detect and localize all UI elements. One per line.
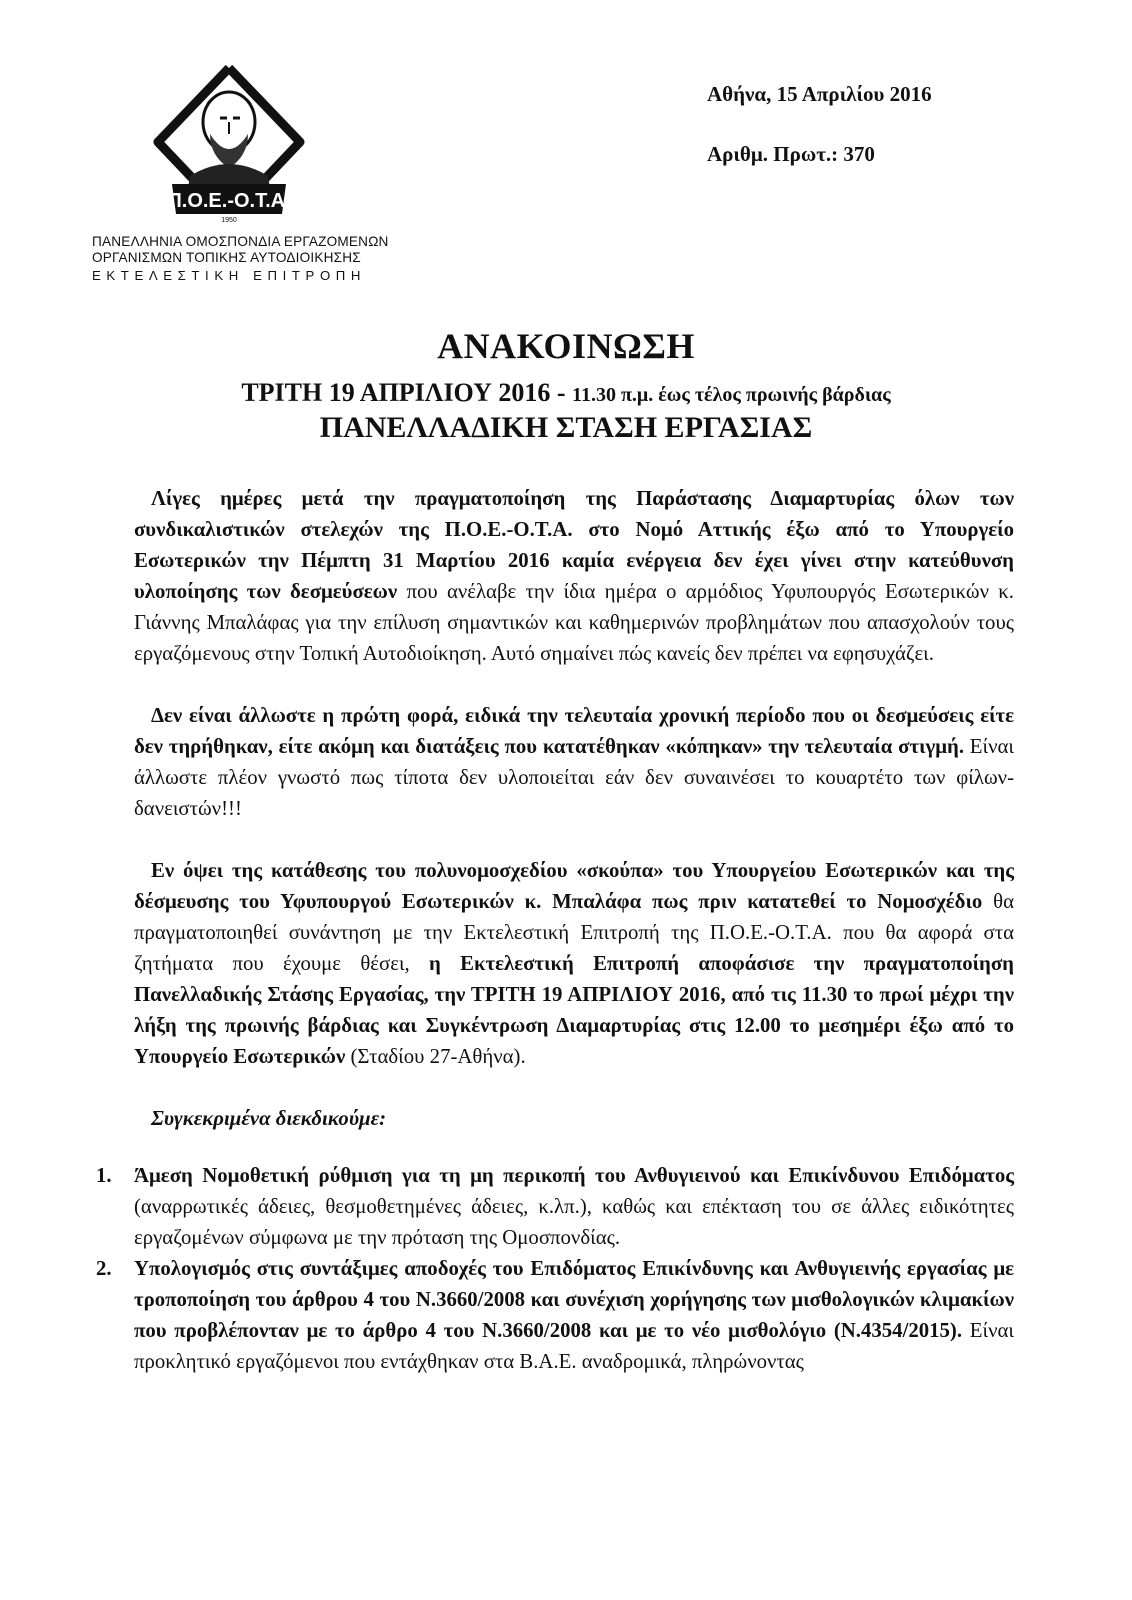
demands-list (96, 1160, 1014, 1377)
poe-ota-logo (150, 64, 308, 226)
announcement-title: ΑΝΑΚΟΙΝΩΣΗ (437, 326, 695, 366)
list-item (96, 1253, 1014, 1377)
paragraph-3 (134, 855, 1014, 1072)
org-name-line1: ΠΑΝΕΛΛΗΝΙΑ ΟΜΟΣΠΟΝΔΙΑ ΕΡΓΑΖΟΜΕΝΩΝ (92, 234, 389, 249)
list-item-text: Είναι προκλητικό εργαζόμενοι που εντάχθηκαν στα Β.Α.Ε. αναδρομικά, πληρώνοντας (134, 1319, 1014, 1373)
organization-name (92, 234, 389, 286)
paragraph-2 (134, 700, 1014, 824)
announcement-body (96, 483, 1014, 1377)
list-item-number: 1. (96, 1164, 112, 1187)
document-date: Αθήνα, 15 Απριλίου 2016 (707, 82, 932, 106)
paragraph-3-bold-2: η Εκτελεστική Επιτροπή αποφάσισε την πραγματοποίηση Πανελλαδικής Στάσης Εργασίας, την ΤΡΙΤΗ 19 ΑΠΡΙΛΙΟΥ 2016, από τις 11.30 το πρωί μέχρι την λήξη της πρωινής βάρδιας και Συγκέντρωση Διαμαρτυρίας στις 12.00 το μεσημέρι έξω από το Υπουργείο Εσωτερικών (134, 952, 1014, 1068)
org-name-line2: ΟΡΓΑΝΙΣΜΩΝ ΤΟΠΙΚΗΣ ΑΥΤΟΔΙΟΙΚΗΣΗΣ (92, 250, 361, 265)
paragraph-1-bold: Λίγες ημέρες μετά την πραγματοποίηση της Παράστασης Διαμαρτυρίας όλων των συνδικαλιστικών στελεχών της Π.Ο.Ε.-Ο.Τ.Α. στο Νομό Αττικής έξω από το Υπουργείο Εσωτερικών την Πέμπτη 31 Μαρτίου 2016 καμία ενέργεια δεν έχει γίνει στην κατεύθυνση υλοποίησης των δεσμεύσεων (134, 487, 1014, 603)
demands-subheading: Συγκεκριμένα διεκδικούμε: (151, 1107, 387, 1130)
paragraph-1-text: που ανέλαβε την ίδια ημέρα ο αρμόδιος Υφυπουργός Εσωτερικών κ. Γιάννης Μπαλάφας για την επίλυση σημαντικών και καθημερινών προβλημάτων που απασχολούν τους εργαζόμενους στην Τοπική Αυτοδιοίκηση. Αυτό σημαίνει πώς κανείς δεν πρέπει να εφησυχάζει. (134, 580, 1014, 665)
list-item (96, 1160, 1014, 1253)
org-committee-line: ΕΚΤΕΛΕΣΤΙΚΗ ΕΠΙΤΡΟΠΗ (92, 268, 367, 283)
strike-heading: ΠΑΝΕΛΛΑΔΙΚΗ ΣΤΑΣΗ ΕΡΓΑΣΙΑΣ (319, 411, 813, 444)
logo-text: Π.Ο.Ε.-Ο.Τ.Α. (167, 190, 291, 212)
protocol-number: Αριθμ. Πρωτ.: 370 (707, 142, 875, 166)
date-line-time: 11.30 π.μ. έως τέλος πρωινής βάρδιας (572, 384, 891, 406)
paragraph-1 (134, 483, 1014, 669)
list-item-bold: Υπολογισμός στις συντάξιμες αποδοχές του Επιδόματος Επικίνδυνης και Ανθυγιεινής εργασίας με τροποποίηση του άρθρου 4 του Ν.3660/2008 και συνέχιση χορήγησης των μισθολογικών κλιμακίων που προβλέπονταν με το άρθρο 4 του Ν.3660/2008 και με το νέο μισθολόγιο (Ν.4354/2015). (134, 1257, 1014, 1342)
list-item-number: 2. (96, 1257, 112, 1280)
list-item-text: (αναρρωτικές άδειες, θεσμοθετημένες άδειες, κ.λπ.), καθώς και επέκταση του σε άλλες ειδικότητες εργαζομένων σύμφωνα με την πρόταση της Ομοσπονδίας. (134, 1195, 1014, 1249)
paragraph-2-text: Είναι άλλωστε πλέον γνωστό πως τίποτα δεν υλοποιείται εάν δεν συναινέσει το κουαρτέτο των φίλων-δανειστών!!! (134, 735, 1014, 820)
announcement-date-line (0, 378, 1132, 408)
date-line-main: ΤΡΙΤΗ 19 ΑΠΡΙΛΙΟΥ 2016 - (241, 378, 573, 407)
paragraph-2-bold: Δεν είναι άλλωστε η πρώτη φορά, ειδικά την τελευταία χρονική περίοδο που οι δεσμεύσεις είτε δεν τηρήθηκαν, είτε ακόμη και διατάξεις που κατατέθηκαν «κόπηκαν» την τελευταία στιγμή. (134, 704, 1014, 758)
list-item-bold: Άμεση Νομοθετική ρύθμιση για τη μη περικοπή του Ανθυγιεινού και Επικίνδυνου Επιδόματος (134, 1164, 1014, 1187)
logo-year: 1950 (221, 217, 237, 224)
paragraph-3-bold-1: Εν όψει της κατάθεσης του πολυνομοσχεδίου «σκούπα» του Υπουργείου Εσωτερικών και της δέσμευσης του Υφυπουργού Εσωτερικών κ. Μπαλάφα πως πριν κατατεθεί το Νομοσχέδιο (134, 859, 1014, 913)
paragraph-3-text: θα πραγματοποιηθεί συνάντηση με την Εκτελεστική Επιτροπή της Π.Ο.Ε.-Ο.Τ.Α. που θα αφορά στα ζητήματα που έχουμε θέσει, (134, 890, 1014, 975)
paragraph-3-end: (Σταδίου 27-Αθήνα). (345, 1045, 526, 1068)
